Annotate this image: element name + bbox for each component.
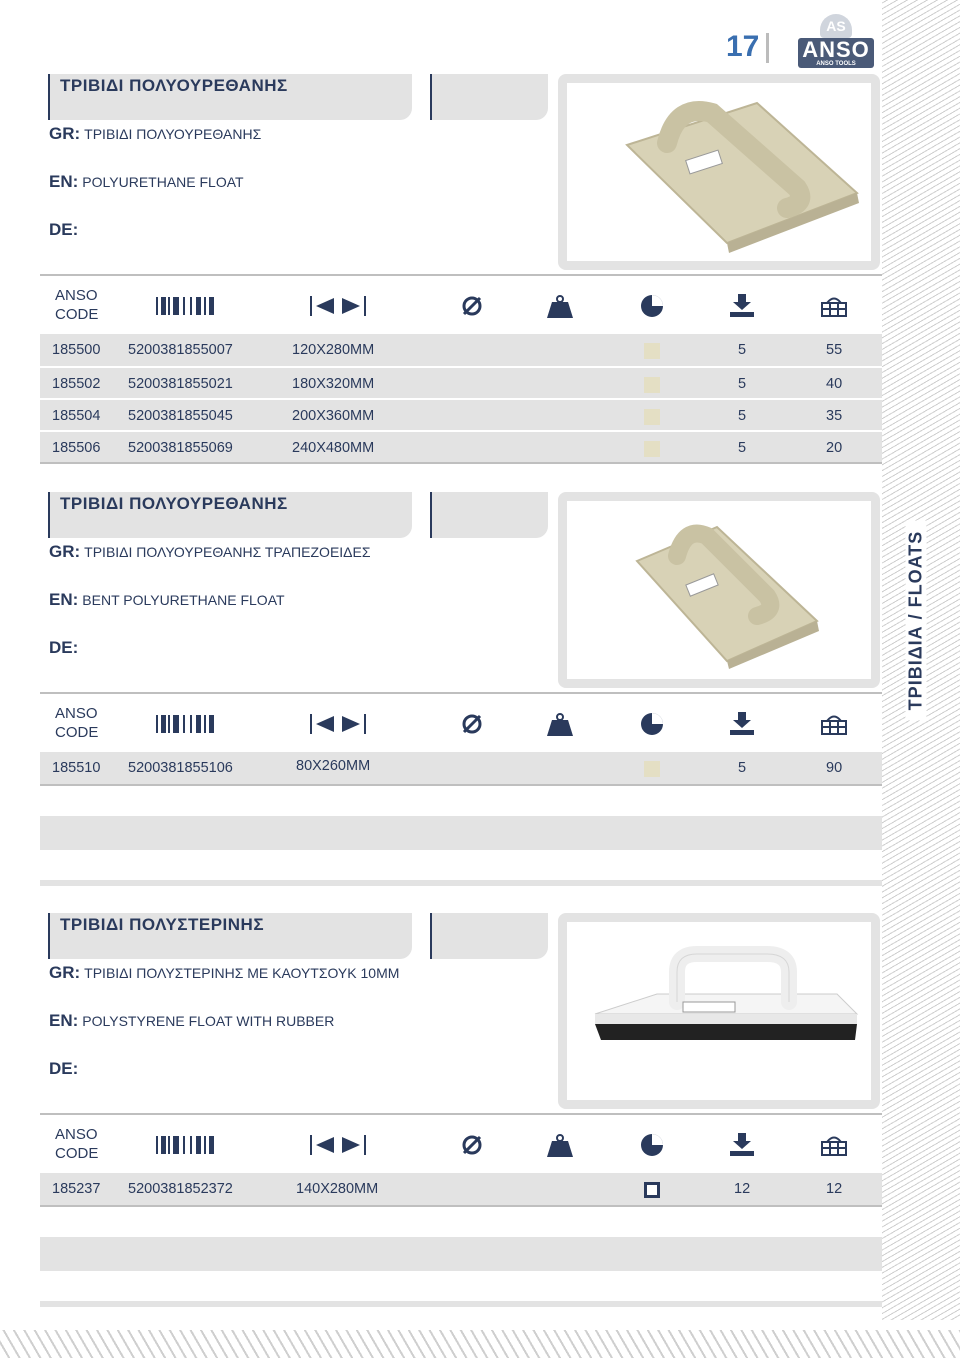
german-description: DE: bbox=[49, 638, 79, 657]
barcode-icon bbox=[156, 712, 218, 736]
color-swatch bbox=[644, 343, 660, 359]
anso-code-header: ANSO CODE bbox=[55, 1126, 99, 1162]
table-bottom-line bbox=[40, 784, 882, 786]
image-tab bbox=[430, 492, 548, 538]
weight-icon bbox=[546, 1133, 574, 1157]
anso-code-header: ANSO CODE bbox=[55, 287, 99, 323]
table-row: 185506 5200381855069 240X480MM 5 20 bbox=[40, 430, 882, 462]
german-description: DE: bbox=[49, 220, 79, 239]
page-number-divider bbox=[766, 33, 769, 63]
table-row: 185502 5200381855021 180X320MM 5 40 bbox=[40, 366, 882, 398]
page-number: 17 bbox=[726, 30, 760, 63]
english-description: EN: POLYSTYRENE FLOAT WITH RUBBER bbox=[49, 1011, 335, 1030]
table-row: 185504 5200381855045 200X360MM 5 35 bbox=[40, 398, 882, 430]
product-image-bent-float bbox=[567, 501, 871, 679]
greek-description: GR: ΤΡΙΒΙΔΙ ΠΟΛΥΟΥΡΕΘΑΝΗΣ bbox=[49, 124, 262, 143]
section-footer-bar bbox=[40, 880, 882, 886]
section-title: ΤΡΙΒΙΔΙ ΠΟΛΥΟΥΡΕΘΑΝΗΣ bbox=[60, 76, 288, 95]
table-header bbox=[40, 276, 882, 334]
dimensions-icon bbox=[310, 294, 366, 318]
greek-description: GR: ΤΡΙΒΙΔΙ ΠΟΛΥΟΥΡΕΘΑΝΗΣ ΤΡΑΠΕΖΟΕΙΔΕΣ bbox=[49, 542, 371, 561]
section-title-tab bbox=[48, 913, 412, 959]
table-row: 185510 5200381855106 80X260MM 5 90 bbox=[40, 752, 882, 784]
diameter-icon bbox=[458, 712, 486, 736]
dimensions-icon bbox=[310, 1133, 366, 1157]
package-icon bbox=[728, 1133, 756, 1157]
dimensions-icon bbox=[310, 712, 366, 736]
product-section-polyurethane-float bbox=[40, 74, 882, 474]
package-icon bbox=[728, 712, 756, 736]
logo-badge: AS bbox=[820, 14, 852, 38]
empty-table-row bbox=[40, 1237, 882, 1271]
anso-code-header: ANSO CODE bbox=[55, 705, 99, 741]
german-description: DE: bbox=[49, 1059, 79, 1078]
barcode-icon bbox=[156, 294, 218, 318]
color-swatch bbox=[644, 761, 660, 777]
product-image-frame bbox=[558, 74, 880, 270]
image-tab bbox=[430, 913, 548, 959]
table-bottom-line bbox=[40, 462, 882, 464]
product-image-frame bbox=[558, 913, 880, 1109]
logo-text: ANSO bbox=[802, 37, 870, 62]
section-title-tab bbox=[48, 74, 412, 120]
empty-table-row bbox=[40, 816, 882, 850]
color-swatch bbox=[644, 1182, 660, 1198]
diameter-icon bbox=[458, 1133, 486, 1157]
color-icon bbox=[638, 1133, 666, 1157]
section-title: ΤΡΙΒΙΔΙ ΠΟΛΥΟΥΡΕΘΑΝΗΣ bbox=[60, 494, 288, 513]
product-section-polystyrene-float bbox=[40, 913, 882, 1313]
diameter-icon bbox=[458, 294, 486, 318]
product-image-polyurethane-float bbox=[567, 83, 871, 261]
color-icon bbox=[638, 294, 666, 318]
section-footer-bar bbox=[40, 1301, 882, 1307]
weight-icon bbox=[546, 294, 574, 318]
color-swatch bbox=[644, 409, 660, 425]
section-title: ΤΡΙΒΙΔΙ ΠΟΛΥΣΤΕΡΙΝΗΣ bbox=[60, 915, 265, 934]
weight-icon bbox=[546, 712, 574, 736]
logo-subtext: ANSO TOOLS bbox=[816, 61, 856, 67]
barcode-icon bbox=[156, 1133, 218, 1157]
english-description: EN: POLYURETHANE FLOAT bbox=[49, 172, 244, 191]
greek-description: GR: ΤΡΙΒΙΔΙ ΠΟΛΥΣΤΕΡΙΝΗΣ ΜΕ ΚΑΟΥΤΣΟΥΚ 10ΜΜ bbox=[49, 963, 400, 982]
table-header bbox=[40, 694, 882, 752]
package-icon bbox=[728, 294, 756, 318]
basket-icon bbox=[820, 712, 848, 736]
basket-icon bbox=[820, 294, 848, 318]
color-icon bbox=[638, 712, 666, 736]
decorative-stripes-bottom bbox=[0, 1330, 960, 1358]
product-image-frame bbox=[558, 492, 880, 688]
color-swatch bbox=[644, 377, 660, 393]
image-tab bbox=[430, 74, 548, 120]
english-description: EN: BENT POLYURETHANE FLOAT bbox=[49, 590, 285, 609]
table-bottom-line bbox=[40, 1205, 882, 1207]
table-row: 185500 5200381855007 120X280MM 5 55 bbox=[40, 334, 882, 366]
product-section-bent-polyurethane-float bbox=[40, 492, 882, 892]
product-image-polystyrene-float bbox=[567, 922, 871, 1100]
side-category-label: ΤΡΙΒΙΔΙΑ / FLOATS bbox=[896, 520, 936, 720]
color-swatch bbox=[644, 441, 660, 457]
table-header bbox=[40, 1115, 882, 1173]
section-title-tab bbox=[48, 492, 412, 538]
table-row: 185237 5200381852372 140X280MM 12 12 bbox=[40, 1173, 882, 1205]
basket-icon bbox=[820, 1133, 848, 1157]
anso-logo bbox=[798, 14, 876, 70]
